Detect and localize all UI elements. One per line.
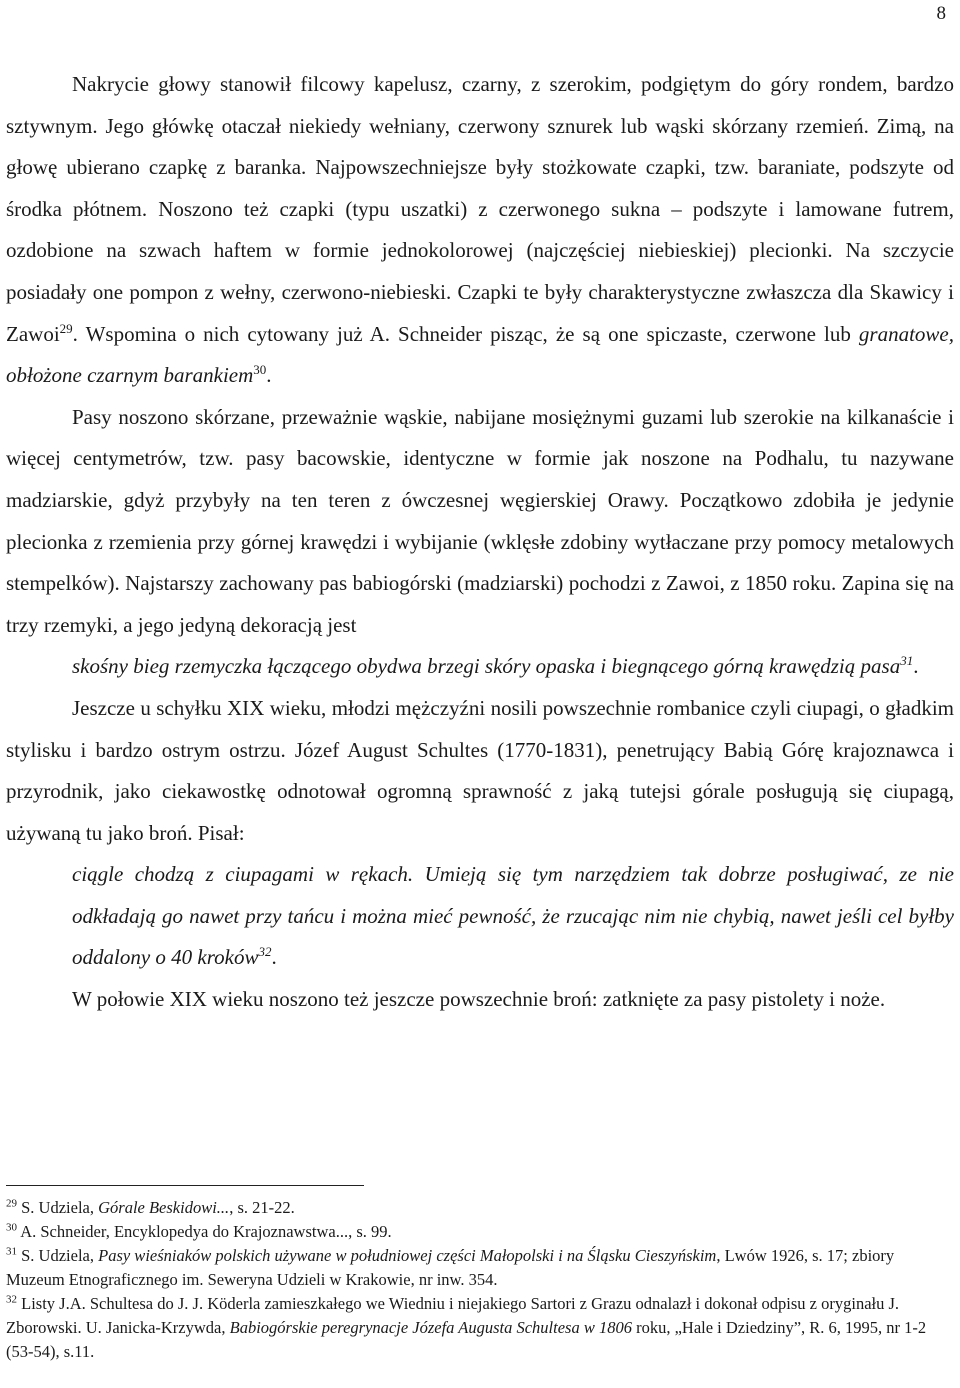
page-number: 8 (936, 3, 946, 24)
footnote (6, 1196, 954, 1220)
footnote-ref: 29 (59, 320, 73, 336)
text-run: granatowe, obłożone czarnym barankiem (6, 321, 954, 388)
quotation (6, 854, 954, 979)
text-run: . (266, 363, 272, 388)
footnotes (6, 1196, 954, 1364)
text-run: W połowie XIX wieku noszono też jeszcze powszechnie broń: zatknięte za pasy pistolety i noże. (72, 987, 886, 1012)
quotation (6, 646, 954, 688)
text-run: Górale Beskidowi... (98, 1198, 230, 1217)
text-run: Babiogórskie peregrynacje Józefa Augusta Schultesa w 1806 (229, 1318, 632, 1337)
footnote-ref: 31 (6, 1245, 17, 1258)
footnote-ref: 30 (6, 1221, 17, 1234)
text-run: skośny bieg rzemyczka łączącego obydwa brzegi skóry opaska i biegnącego górną krawędzią pasa (72, 654, 901, 679)
text-run: Pasy wieśniaków polskich używane w południowej części Małopolski i na Śląsku Cieszyńskim (98, 1246, 717, 1265)
footnote-ref: 29 (6, 1197, 17, 1210)
paragraph (6, 979, 954, 1021)
text-run: roku, „Hale i Dziedziny”, R. 6, 1995, nr 1-2 (53-54), s.11. (6, 1318, 927, 1361)
text-run: , s. 21-22. (229, 1198, 295, 1217)
text-run: ciągle chodzą z ciupagami w rękach. Umieją się tym narzędziem tak dobrze posługiwać, ze nie odkładają go nawet przy tańcu i można mieć pewność, że rzucając nim nie chybią, nawet jeśli cel byłby oddalony o 40 kroków (72, 862, 954, 970)
text-run: A. Schneider, Encyklopedya do Krajoznawstwa..., s. 99. (17, 1222, 392, 1241)
paragraph (6, 64, 954, 397)
footnote-ref: 30 (253, 362, 267, 378)
footnote-separator (6, 1185, 364, 1186)
footnote (6, 1292, 954, 1364)
text-run: S. Udziela, (17, 1198, 99, 1217)
paragraph (6, 688, 954, 854)
footnote (6, 1244, 954, 1292)
footnote-ref: 32 (6, 1293, 17, 1306)
footnote-ref: 31 (900, 653, 914, 669)
body-text (6, 64, 954, 1021)
text-run: S. Udziela, (17, 1246, 99, 1265)
text-run: Nakrycie głowy stanowił filcowy kapelusz, czarny, z szerokim, podgiętym do góry rondem, bardzo sztywnym. Jego główkę otaczał niekiedy wełniany, czerwony sznurek lub wąski skórzany rzemień. Zimą, na głowę ubierano czapkę z baranka. Najpowszechniejsze były stożkowate czapki, tzw. baraniate, podszyte od środka płótnem. Noszono też czapki (typu uszatki) z czerwonego sukna – podszyte i lamowane futrem, ozdobione na szwach haftem w formie jednokolorowej (najczęściej niebieskiej) plecionki. Na szczycie posiadały one pompon z wełny, czerwono-niebieski. Czapki te były charakterystyczne zwłaszcza dla Skawicy i Zawoi (6, 72, 954, 346)
footnote-ref: 32 (258, 944, 272, 960)
paragraph (6, 397, 954, 647)
text-run: Listy J.A. Schultesa do J. J. Köderla zamieszkałego we Wiedniu i niejakiego Sartori z Grazu odnalazł i dokonał odpisu z oryginału J. Zborowski. U. Janicka-Krzywda, (6, 1294, 900, 1337)
text-run: . Wspomina o nich cytowany już A. Schneider pisząc, że są one spiczaste, czerwone lub (72, 321, 859, 346)
footnote (6, 1220, 954, 1244)
text-run: . (271, 945, 277, 970)
text-run: , Lwów 1926, s. 17; zbiory Muzeum Etnograficznego im. Seweryna Udzieli w Krakowie, nr inw. 354. (6, 1246, 895, 1289)
text-run: . (913, 654, 919, 679)
text-run: Pasy noszono skórzane, przeważnie wąskie, nabijane mosiężnymi guzami lub szerokie na kilkanaście i więcej centymetrów, tzw. pasy bacowskie, identyczne w formie jak noszone na Podhalu, tu nazywane madziarskie, gdyż przybyły na ten teren z ówczesnej węgierskiej Orawy. Początkowo zdobiła je jedynie plecionka z rzemienia przy górnej krawędzi i wybijanie (wklęsłe zdobiny wytłaczane przy pomocy metalowych stempelków). Najstarszy zachowany pas babiogórski (madziarski) pochodzi z Zawoi, z 1850 roku. Zapina się na trzy rzemyki, a jego jedyną dekoracją jest (6, 404, 954, 637)
text-run: Jeszcze u schyłku XIX wieku, młodzi mężczyźni nosili powszechnie rombanice czyli ciupagi, o gładkim stylisku i bardzo ostrym ostrzu. Józef August Schultes (1770-1831), penetrujący Babią Górę krajoznawca i przyrodnik, jako ciekawostkę odnotował ogromną sprawność z jaką tutejsi górale posługują się ciupagą, używaną tu jako broń. Pisał: (6, 695, 954, 845)
